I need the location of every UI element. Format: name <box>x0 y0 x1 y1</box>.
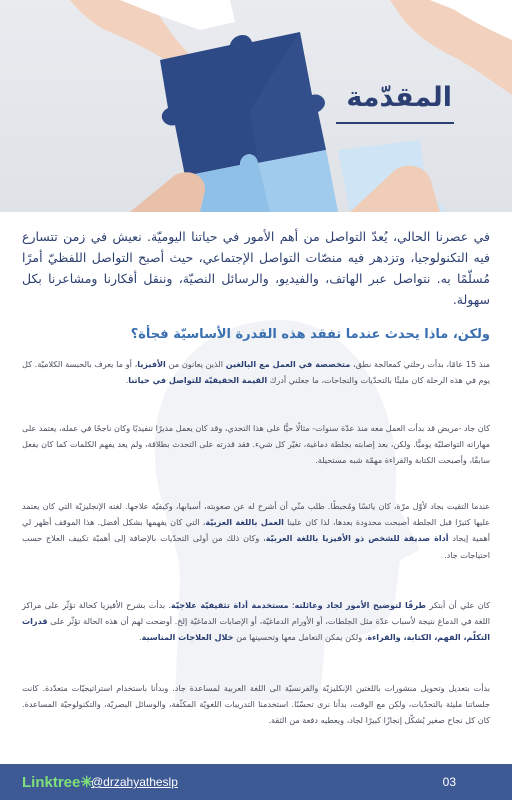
emphasis-text: مستخدمة أداة تثقيفيّة علاجيّة <box>171 600 289 610</box>
social-handle-link[interactable]: @drzahyatheslp <box>91 775 178 789</box>
paragraph-1: منذ 15 عامًا، بدأت رحلتي كمعالجة نطق، متخصصة في العمل مع البالغين الذين يعانون من الأفيزيا، أو ما يعرف بالحبسة الكلاميّة. كل يوم في هذه الرحلة كان مليئًا بالتحدّيات والنجاحات، ما جعلني أدرك القيمة الحقيقيّة للتواصل في حياتنا. <box>22 359 490 386</box>
section-question-heading: ولكن، ماذا يحدث عندما تفقد هذه القدرة الأساسيّة فجأة؟ <box>130 327 490 342</box>
intro-paragraph: في عصرنا الحالي، يُعدّ التواصل من أهم الأمور في حياتنا اليوميّة. نعيش في زمن تتسارع فيه التكنولوجيا، وتزدهر فيه منصّات التواصل الإجتماعي، حيث أصبح التواصل اللفظيّ أمرًا مُسلّمًا به. نتواصل عبر الهاتف، والفيديو، والرسائل النصيّة، وننقل أفكارنا ومشاعرنا بكل سهولة. <box>22 229 490 307</box>
emphasis-text: متخصصة في العمل مع البالغين <box>225 359 351 369</box>
page-number: 03 <box>442 775 456 789</box>
emphasis-text: العمل باللغة العربيّة <box>205 517 284 528</box>
title-underline <box>336 122 454 124</box>
linktree-logo[interactable]: Linktree✳ <box>22 774 93 791</box>
paragraph-2: كان جاد -مريض قد بدأت العمل معه منذ عدّة سنوات- مثالًا حيًّا على هذا التحدي، وقد كان يعمل مديرًا تنفيذيًا وكان ناجحًا في عمله، يعتمد على مهاراته التواصليّة يوميًّا. ولكن، بعد إصابته بجلطة دماغية، تغيّر كل شيء. فقد قدرته على التحدث بطلاقة، ولم يعد يفهم الكلمات كما كان يفعل سابقًا، وأصبحت الكتابة والقراءة مهمّة شبه مستحيلة. <box>22 423 490 466</box>
emphasis-text: قدرات التكلّم، الفهم، الكتابة، والقراءة <box>22 616 490 643</box>
emphasis-text: الأفيزيا <box>137 359 166 369</box>
paragraph-5: بدأت بتعديل وتحويل منشورات باللغتين الإنكليزيّة والفرنسيّة الى اللغة العربية لمساعدة جاد. وبدأنا باستخدام استراتيجيّات متعدّدة. كانت جلساتنا مليئة بالتحدّيات، ولكن مع الوقت، بدأنا نرى تحسّنًا. استخدمنا التدريبات اللغويّة المكثّفة، والوسائل البصريّة، والتكنولوجيّة المساعدة. كان كل نجاح صغير يُشكّل إنجازًا كبيرًا لجاد، ويعطيه دفعة من الثقة. <box>22 683 490 726</box>
footer-bar <box>0 764 512 800</box>
hero-puzzle-image <box>0 0 512 212</box>
page-title: المقدّمة <box>346 82 452 113</box>
emphasis-text: أداة صديقة للشخص ذو الأفيزيا باللغة العربيّة <box>265 533 449 544</box>
paragraph-4: كان علي أن أبتكر طرقًا لتوضيح الأمور لجاد وعائلته؛ مستخدمة أداة تثقيفيّة علاجيّة. بدأت بشرح الأفيزيا كحالة تؤثّر على مراكز اللغة في الدماغ نتيجة لأسباب عدّة مثل الجلطات، أو الأورام الدماغيّة، أو الإصابات الدماغيّة إلخ. أوضحت لهم أن هذه الحالة تؤثّر على قدرات التكلّم، الفهم، الكتابة، والقراءة، ولكن يمكن التعامل معها وتحسينها من خلال العلاجات المناسبة. <box>22 600 490 643</box>
paragraph-3: عندما التقيت بجاد لأوّل مرّة، كان يائسًا ومُحبطًا. طلب منّي أن أشرح له عن صعوبته، أسبابها، وكيفيّة علاجها. لغته الإنجليزيّة التي كان يعتمد عليها كثيرًا قبل الجلطة أصبحت محدودة بعدها، لذا كان علينا العمل باللغة العربيّة، التي كان يفهمها بشكل أفضل. هذا الموقف أظهر لي أهمية إيجاد أداة صديقة للشخص ذو الأفيزيا باللغة العربيّة، وكان ذلك من أولى التحدّيات بالإضافة إلى أهميّة تكييف العلاج حسب احتياجات جاد. <box>22 501 490 560</box>
asterisk-icon: ✳ <box>80 774 93 791</box>
emphasis-text: خلال العلاجات المناسبة <box>141 632 234 643</box>
emphasis-text: طرقًا لتوضيح الأمور لجاد وعائلته <box>294 600 426 610</box>
emphasis-text: القيمة الحقيقيّة للتواصل في حياتنا <box>128 375 268 386</box>
